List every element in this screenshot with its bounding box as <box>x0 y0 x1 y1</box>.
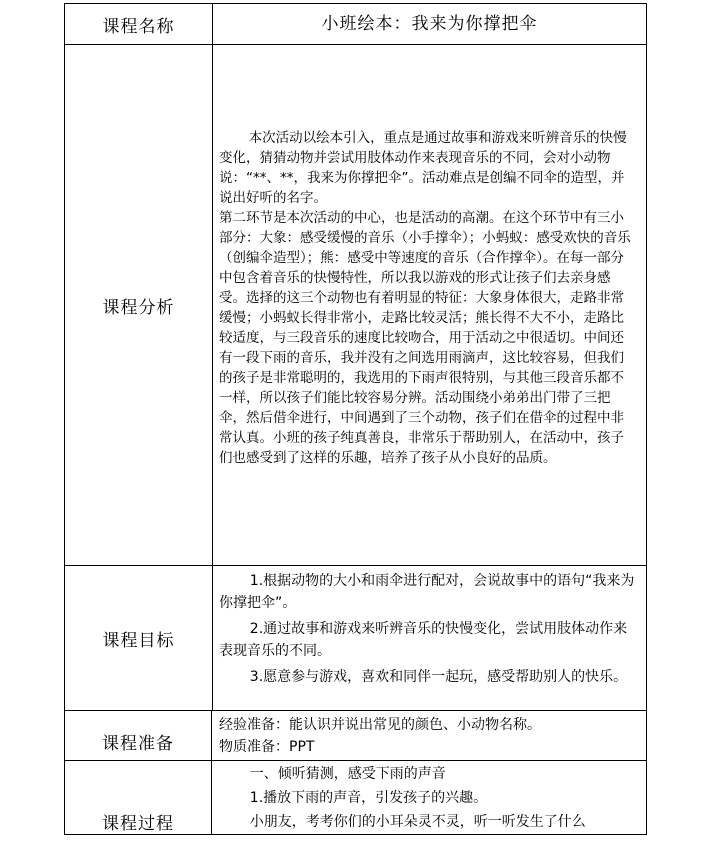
goal-3: 3.愿意参与游戏，喜欢和同伴一起玩，感受帮助别人的快乐。 <box>249 669 628 685</box>
analysis-paragraph-1: 本次活动以绘本引入，重点是通过故事和游戏来听辨音乐的快慢变化，猜猜动物并尝试用肢体动作来表现音乐的不同，会对小动物说：“**、**，我来为你撑把伞”。活动难点是创编不同伞的造型，并说出好听的名字。 <box>219 130 627 206</box>
process-step-1-detail: 小朋友，考考你们的小耳朵灵不灵，听一听发生了什么 <box>249 814 586 830</box>
course-process-cell <box>213 761 646 834</box>
row-course-prep <box>65 710 646 760</box>
process-step-1: 1.播放下雨的声音，引发孩子的兴趣。 <box>249 790 488 806</box>
course-analysis-label: 课程分析 <box>65 45 213 565</box>
course-analysis-cell <box>213 45 646 565</box>
course-prep-cell <box>213 711 646 760</box>
course-process-label: 课程过程 <box>65 761 212 834</box>
row-course-process <box>65 760 646 834</box>
prep-experience: 经验准备：能认识并说出常见的颜色、小动物名称。 <box>219 717 541 733</box>
course-name-label: 课程名称 <box>65 4 213 44</box>
course-goals-cell <box>213 566 646 710</box>
analysis-paragraph-2: 第二环节是本次活动的中心，也是活动的高潮。在这个环节中有三小部分：大象：感受缓慢的音乐（小手撑伞）；小蚂蚁：感受欢快的音乐（创编伞造型）；熊：感受中等速度的音乐（合作撑伞）。在每一部分中包含着音乐的快慢特性，所以我以游戏的形式让孩子们去亲身感受。选择的这三个动物也有着明显的特征：大象身体很大，走路非常缓慢；小蚂蚁长得非常小，走路比较灵活；熊长得不大不小，走路比较适度，与三段音乐的速度比较吻合，用于活动之中很适切。中间还有一段下雨的音乐，我并没有之间选用雨滴声，这比较容易，但我们的孩子是非常聪明的，我选用的下雨声很特别，与其他三段音乐都不一样，所以孩子们能比较容易分辨。活动围绕小弟弟出门带了三把伞，然后借伞进行，中间遇到了三个动物，孩子们在借伞的过程中非常认真。小班的孩子纯真善良，非常乐于帮助别人，在活动中，孩子们也感受到了这样的乐趣，培养了孩子从小良好的品质。 <box>219 210 631 466</box>
course-table <box>64 3 647 835</box>
row-course-analysis <box>65 44 646 565</box>
goal-1: 1.根据动物的大小和雨伞进行配对，会说故事中的语句“我来为你撑把伞”。 <box>219 573 635 611</box>
prep-materials: 物质准备：PPT <box>219 739 315 755</box>
course-name-value: 小班绘本：我来为你撑把伞 <box>321 14 538 34</box>
course-goals-label: 课程目标 <box>65 566 213 710</box>
course-prep-label: 课程准备 <box>65 711 212 760</box>
process-step-title: 一、倾听猜测，感受下雨的声音 <box>249 766 446 782</box>
goal-2: 2.通过故事和游戏来听辨音乐的快慢变化，尝试用肢体动作来表现音乐的不同。 <box>219 621 628 659</box>
row-course-goals <box>65 565 646 710</box>
row-course-name <box>65 4 646 44</box>
